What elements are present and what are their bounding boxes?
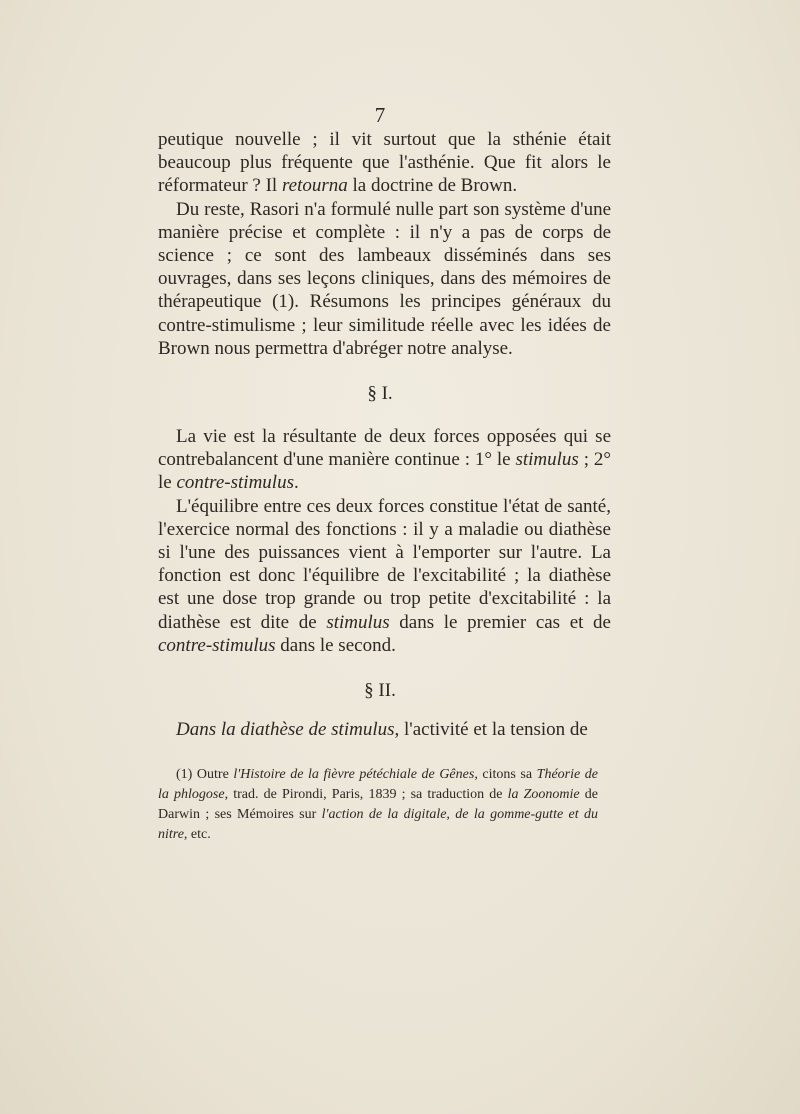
footnote-text-c: , trad. de Pirondi, Paris, 1839 ; sa traduction de (224, 787, 508, 802)
paragraph-1-text-b: la doctrine de Brown. (347, 175, 518, 197)
paragraph-4 (158, 495, 611, 657)
footnote (158, 765, 598, 845)
text-block-bottom (158, 718, 611, 741)
paragraph-5 (158, 718, 611, 741)
footnote-1 (158, 765, 598, 845)
page-number: 7 (374, 103, 386, 127)
paragraph-4-text-a: L'équilibre entre ces deux forces constitue l'état de santé, l'exercice normal des fonctions : il y a maladie ou diathèse si l'une des puissances vient à l'emporter sur l'autre. La fonction est donc l'équilibre de l'excitabilité ; la diathèse est une dose trop grande ou trop petite d'excitabilité : la diathèse est dite de (158, 495, 611, 633)
paragraph-3 (158, 425, 611, 495)
paragraph-5-text: , l'activité et la tension de (394, 719, 588, 740)
footnote-emphasis-d: l'action de la digitale, de la gomme-gutte et du nitre (158, 807, 598, 842)
paragraph-4-emphasis-b: contre-stimulus (158, 634, 276, 656)
paragraph-1-text-a: peutique nouvelle ; il vit surtout que la sthénie était beaucoup plus fréquente que l'asthénie. Que fit alors le réformateur ? Il (158, 129, 611, 197)
paragraph-4-text-c: dans le second. (275, 634, 396, 656)
footnote-text-b: , citons sa (474, 767, 537, 782)
footnote-emphasis-c: la Zoonomie (507, 787, 580, 802)
footnote-text-e: , etc. (183, 827, 211, 842)
paragraph-1 (158, 128, 611, 198)
footnote-emphasis-b: Théorie de la phlogose (158, 767, 599, 802)
paragraph-2-text: Du reste, Rasori n'a formulé nulle part son système d'une manière précise et complète : il n'y a pas de corps de science ; ce sont des lambeaux disséminés dans ses ouvrages, dans ses leçons cliniques, dans des mémoires de thérapeutique (1). Résumons les principes généraux du contre-stimulisme ; leur similitude réelle avec les idées de Brown nous permettra d'abréger notre analyse. (158, 198, 611, 359)
paragraph-3-emphasis-a: stimulus (515, 449, 579, 471)
footnote-text-d: de Darwin ; ses Mémoires sur (158, 787, 599, 822)
paragraph-4-text-b: dans le premier cas et de (389, 611, 611, 633)
paragraph-3-text-a: La vie est la résultante de deux forces opposées qui se contrebalancent d'une manière continue : 1° le (158, 426, 611, 471)
section-heading-1: § I. (367, 383, 393, 404)
footnote-text-a: (1) Outre (176, 767, 234, 782)
paragraph-2 (158, 198, 611, 360)
footnote-emphasis-a: l'Histoire de la fièvre pétéchiale de Gênes (233, 767, 475, 782)
text-block-middle (158, 425, 611, 657)
text-block-top (158, 128, 611, 360)
paragraph-3-emphasis-b: contre-stimulus (176, 472, 294, 494)
paragraph-3-text-c: . (293, 472, 299, 494)
paragraph-5-emphasis: Dans la diathèse de stimulus (176, 719, 395, 740)
paragraph-1-emphasis: retourna (281, 175, 348, 197)
paragraph-3-text-b: ; 2° le (158, 449, 611, 494)
section-heading-2: § II. (364, 680, 396, 701)
paragraph-4-emphasis-a: stimulus (326, 611, 390, 633)
